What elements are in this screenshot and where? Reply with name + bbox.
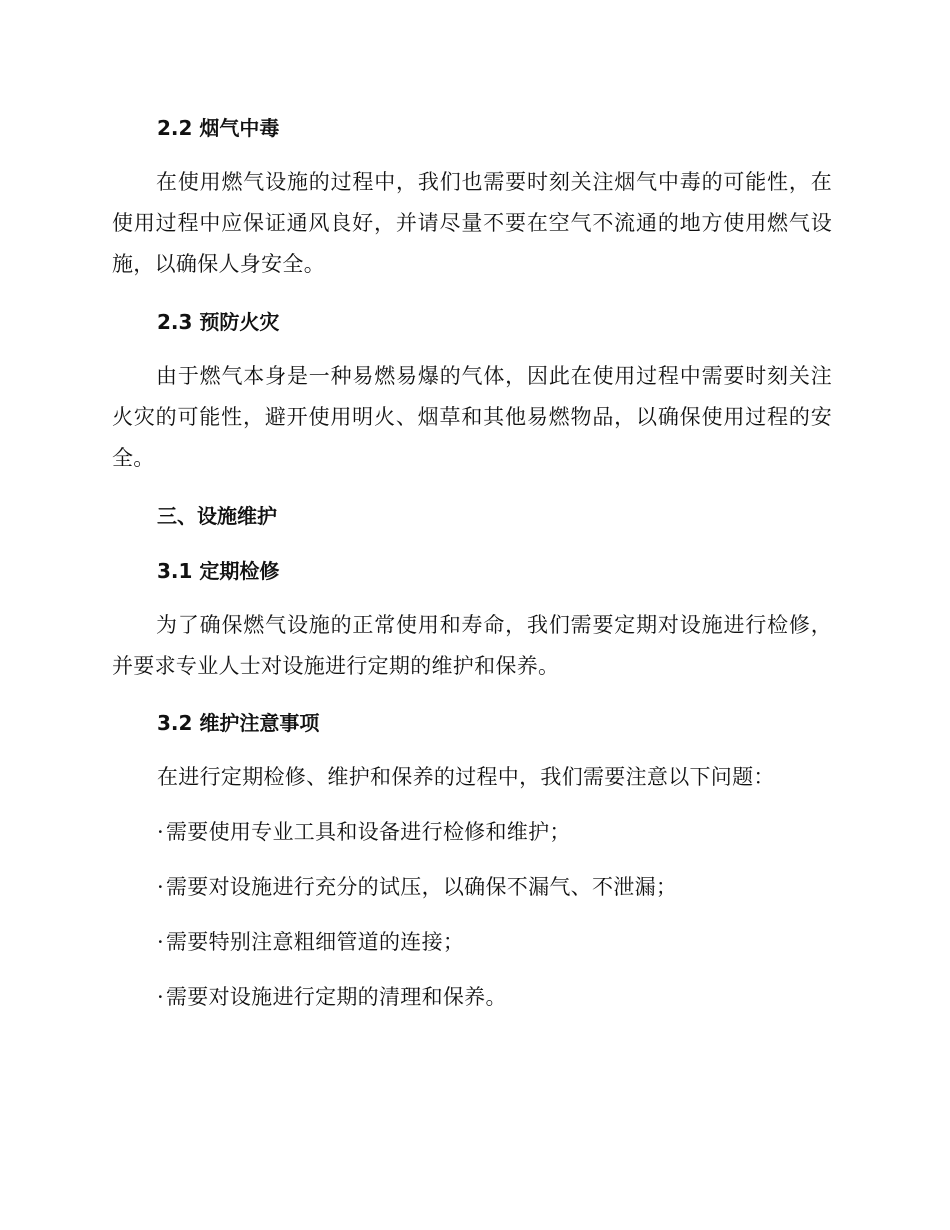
list-item [157,928,464,956]
section-body-3-1: 为了确保燃气设施的正常使用和寿命，我们需要定期对设施进行检修，并要求专业人士对设施进行定期的维护和保养。 [112,613,832,678]
section-heading-3-1: 3.1 定期检修 [157,559,280,583]
section-heading-2-2: 2.2 烟气中毒 [157,116,280,140]
section-heading-3: 三、设施维护 [157,504,277,528]
list-item-text: 需要使用专业工具和设备进行检修和维护； [165,820,571,844]
section-body-2-3: 由于燃气本身是一种易燃易爆的气体，因此在使用过程中需要时刻关注火灾的可能性，避开使用明火、烟草和其他易燃物品，以确保使用过程的安全。 [112,364,832,470]
list-item-text: 需要对设施进行充分的试压，以确保不漏气、不泄漏； [165,875,678,899]
bullet-icon: · [157,930,164,954]
section-intro-3-2: 在进行定期检修、维护和保养的过程中，我们需要注意以下问题： [157,765,775,789]
bullet-icon: · [157,985,164,1009]
section-heading-2-3: 2.3 预防火灾 [157,310,280,334]
section-body-2-2: 在使用燃气设施的过程中，我们也需要时刻关注烟气中毒的可能性，在使用过程中应保证通风良好，并请尽量不要在空气不流通的地方使用燃气设施，以确保人身安全。 [112,170,832,276]
list-item [157,983,507,1011]
bullet-icon: · [157,820,164,844]
list-item-text: 需要特别注意粗细管道的连接； [165,930,465,954]
bullet-icon: · [157,875,164,899]
section-heading-3-2: 3.2 维护注意事项 [157,711,320,735]
list-item-text: 需要对设施进行定期的清理和保养。 [165,985,507,1009]
list-item [157,873,677,901]
list-item [157,818,571,846]
